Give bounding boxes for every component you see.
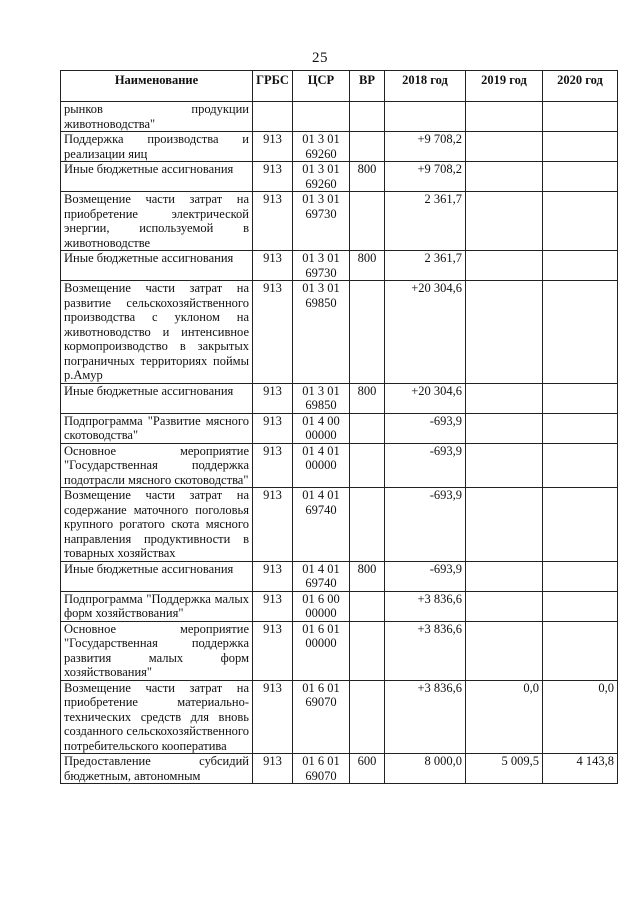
cell-y2019	[466, 591, 543, 621]
cell-grbs: 913	[253, 488, 293, 562]
cell-vr	[350, 192, 385, 251]
cell-y2018: +9 708,2	[385, 162, 466, 192]
table-row	[61, 561, 618, 591]
cell-y2020	[543, 413, 618, 443]
cell-name: рынков продукции животноводства"	[61, 102, 253, 132]
cell-y2018: +20 304,6	[385, 383, 466, 413]
cell-csr: 01 3 01 69260	[293, 162, 350, 192]
cell-name: Возмещение части затрат на содержание маточного поголовья крупного рогатого скота мясного направления продуктивности в товарных хозяйствах	[61, 488, 253, 562]
cell-csr: 01 6 01 69070	[293, 680, 350, 754]
cell-y2019	[466, 488, 543, 562]
cell-vr	[350, 132, 385, 162]
header-name: Наименование	[61, 71, 253, 102]
cell-y2019	[466, 251, 543, 281]
cell-y2018: 2 361,7	[385, 251, 466, 281]
cell-y2020	[543, 443, 618, 488]
cell-grbs: 913	[253, 621, 293, 680]
header-csr: ЦСР	[293, 71, 350, 102]
cell-csr: 01 6 01 69070	[293, 754, 350, 784]
cell-y2019	[466, 443, 543, 488]
cell-csr: 01 6 01 00000	[293, 621, 350, 680]
cell-csr: 01 3 01 69260	[293, 132, 350, 162]
cell-vr: 800	[350, 251, 385, 281]
cell-y2018: 2 361,7	[385, 192, 466, 251]
cell-csr: 01 3 01 69850	[293, 281, 350, 384]
cell-csr	[293, 102, 350, 132]
cell-y2020	[543, 561, 618, 591]
cell-grbs: 913	[253, 591, 293, 621]
cell-y2018: 8 000,0	[385, 754, 466, 784]
cell-y2020	[543, 192, 618, 251]
cell-name: Подпрограмма "Поддержка малых форм хозяйствования"	[61, 591, 253, 621]
budget-table	[60, 70, 618, 784]
cell-y2018: +9 708,2	[385, 132, 466, 162]
cell-y2020	[543, 383, 618, 413]
table-row	[61, 621, 618, 680]
cell-grbs: 913	[253, 162, 293, 192]
cell-grbs: 913	[253, 383, 293, 413]
cell-y2020: 4 143,8	[543, 754, 618, 784]
header-grbs: ГРБС	[253, 71, 293, 102]
cell-name: Основное мероприятие "Государственная поддержка подотрасли мясного скотоводства"	[61, 443, 253, 488]
cell-name: Предоставление субсидий бюджетным, автономным	[61, 754, 253, 784]
cell-name: Возмещение части затрат на развитие сельскохозяйственного производства с уклоном на животноводство и интенсивное кормопроизводство в закрытых пограничных территориях поймы р.Амур	[61, 281, 253, 384]
cell-vr	[350, 281, 385, 384]
cell-vr	[350, 413, 385, 443]
cell-y2018: -693,9	[385, 413, 466, 443]
cell-vr	[350, 443, 385, 488]
cell-grbs: 913	[253, 680, 293, 754]
cell-y2018: +3 836,6	[385, 621, 466, 680]
cell-name: Подпрограмма "Развитие мясного скотоводства"	[61, 413, 253, 443]
cell-csr: 01 4 00 00000	[293, 413, 350, 443]
cell-y2020	[543, 162, 618, 192]
cell-name: Поддержка производства и реализации яиц	[61, 132, 253, 162]
table-row	[61, 383, 618, 413]
cell-vr	[350, 621, 385, 680]
cell-csr: 01 4 01 69740	[293, 561, 350, 591]
table-row	[61, 488, 618, 562]
cell-y2018: -693,9	[385, 443, 466, 488]
cell-grbs: 913	[253, 561, 293, 591]
cell-name: Иные бюджетные ассигнования	[61, 383, 253, 413]
cell-y2018: +3 836,6	[385, 591, 466, 621]
cell-name: Возмещение части затрат на приобретение материально-технических средств для вновь созданного сельскохозяйственного потребительского кооператива	[61, 680, 253, 754]
table-row	[61, 162, 618, 192]
cell-grbs: 913	[253, 754, 293, 784]
header-2019: 2019 год	[466, 71, 543, 102]
cell-name: Иные бюджетные ассигнования	[61, 561, 253, 591]
cell-y2019	[466, 413, 543, 443]
cell-name: Иные бюджетные ассигнования	[61, 251, 253, 281]
cell-y2019	[466, 132, 543, 162]
header-vr: ВР	[350, 71, 385, 102]
cell-y2019	[466, 561, 543, 591]
cell-y2018: -693,9	[385, 488, 466, 562]
cell-y2020	[543, 251, 618, 281]
cell-grbs	[253, 102, 293, 132]
table-row	[61, 680, 618, 754]
cell-csr: 01 6 00 00000	[293, 591, 350, 621]
cell-y2018: +3 836,6	[385, 680, 466, 754]
cell-y2019	[466, 162, 543, 192]
cell-vr: 600	[350, 754, 385, 784]
cell-y2019	[466, 621, 543, 680]
cell-grbs: 913	[253, 443, 293, 488]
table-row	[61, 132, 618, 162]
table-header-row	[61, 71, 618, 102]
cell-vr	[350, 680, 385, 754]
table-row	[61, 443, 618, 488]
table-body	[61, 102, 618, 784]
table-row	[61, 251, 618, 281]
cell-y2018	[385, 102, 466, 132]
cell-y2019: 0,0	[466, 680, 543, 754]
cell-y2018: -693,9	[385, 561, 466, 591]
cell-grbs: 913	[253, 192, 293, 251]
page-number: 25	[312, 50, 328, 66]
cell-y2020	[543, 102, 618, 132]
cell-vr	[350, 591, 385, 621]
table-row	[61, 591, 618, 621]
cell-y2019: 5 009,5	[466, 754, 543, 784]
cell-y2019	[466, 383, 543, 413]
cell-y2019	[466, 102, 543, 132]
table-row	[61, 413, 618, 443]
cell-y2020	[543, 281, 618, 384]
cell-csr: 01 4 01 69740	[293, 488, 350, 562]
table-row	[61, 102, 618, 132]
cell-vr: 800	[350, 383, 385, 413]
cell-csr: 01 3 01 69850	[293, 383, 350, 413]
cell-name: Иные бюджетные ассигнования	[61, 162, 253, 192]
cell-name: Основное мероприятие "Государственная поддержка развития малых форм хозяйствования"	[61, 621, 253, 680]
cell-vr: 800	[350, 162, 385, 192]
cell-y2019	[466, 192, 543, 251]
cell-grbs: 913	[253, 413, 293, 443]
cell-y2019	[466, 281, 543, 384]
cell-y2018: +20 304,6	[385, 281, 466, 384]
cell-y2020	[543, 621, 618, 680]
table-row	[61, 754, 618, 784]
table-row	[61, 192, 618, 251]
cell-grbs: 913	[253, 251, 293, 281]
cell-vr: 800	[350, 561, 385, 591]
header-2018: 2018 год	[385, 71, 466, 102]
cell-grbs: 913	[253, 132, 293, 162]
cell-csr: 01 4 01 00000	[293, 443, 350, 488]
cell-csr: 01 3 01 69730	[293, 192, 350, 251]
cell-y2020: 0,0	[543, 680, 618, 754]
cell-vr	[350, 102, 385, 132]
cell-vr	[350, 488, 385, 562]
cell-y2020	[543, 591, 618, 621]
header-2020: 2020 год	[543, 71, 618, 102]
cell-csr: 01 3 01 69730	[293, 251, 350, 281]
cell-y2020	[543, 132, 618, 162]
cell-y2020	[543, 488, 618, 562]
cell-grbs: 913	[253, 281, 293, 384]
table-row	[61, 281, 618, 384]
cell-name: Возмещение части затрат на приобретение электрической энергии, используемой в животноводстве	[61, 192, 253, 251]
